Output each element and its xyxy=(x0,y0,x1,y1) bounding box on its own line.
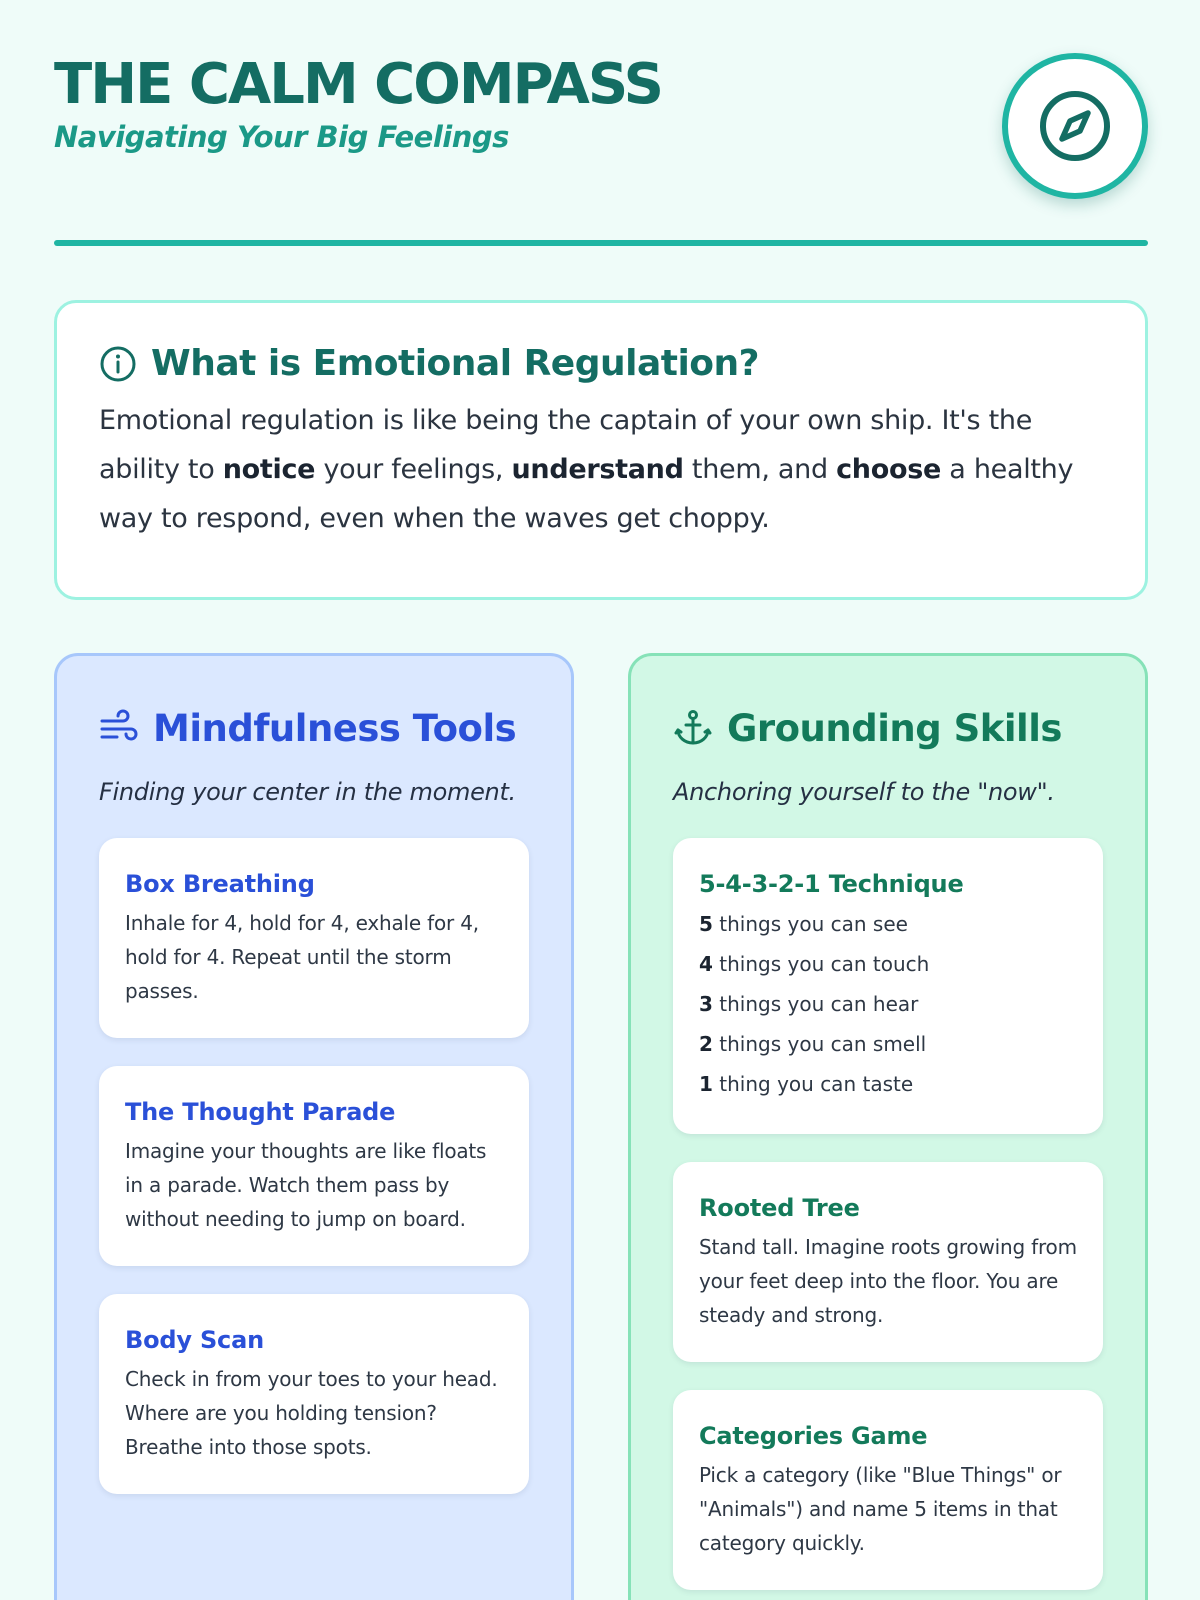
card-text: Check in from your toes to your head. Where are you holding tension? Breathe into those spots. xyxy=(125,1367,498,1459)
technique-card xyxy=(673,838,1103,1134)
intro-body: Emotional regulation is like being the captain of your own ship. It's the ability to notice your feelings, understand them, and choose a healthy way to respond, even when the waves get choppy. xyxy=(99,405,1074,534)
body-scan-card xyxy=(99,1294,529,1494)
header xyxy=(54,52,1148,202)
anchor-icon xyxy=(673,708,713,748)
compass-icon xyxy=(1035,86,1115,166)
emphasis-understand: understand xyxy=(511,454,684,485)
emphasis-notice: notice xyxy=(222,454,316,485)
page-title: THE CALM COMPASS xyxy=(54,52,662,117)
card-text: Pick a category (like "Blue Things" or "Animals") and name 5 items in that category quickly. xyxy=(699,1463,1062,1555)
compass-logo xyxy=(1002,53,1148,199)
mindfulness-subtitle: Finding your center in the moment. xyxy=(99,778,516,806)
intro-card xyxy=(54,300,1148,600)
categories-game-card xyxy=(673,1390,1103,1590)
card-title: Rooted Tree xyxy=(699,1194,860,1222)
grounding-title: Grounding Skills xyxy=(727,706,1062,750)
card-title: 5-4-3-2-1 Technique xyxy=(699,870,964,898)
list-item: 4 things you can touch xyxy=(699,952,930,976)
card-title: The Thought Parade xyxy=(125,1098,396,1126)
mindfulness-title: Mindfulness Tools xyxy=(153,706,517,750)
thought-parade-card xyxy=(99,1066,529,1266)
page-subtitle: Navigating Your Big Feelings xyxy=(54,120,509,154)
card-title: Body Scan xyxy=(125,1326,264,1354)
mindfulness-panel xyxy=(54,653,574,1600)
list-item: 5 things you can see xyxy=(699,912,908,936)
technique-steps xyxy=(699,904,1077,1104)
card-text: Inhale for 4, hold for 4, exhale for 4, hold for 4. Repeat until the storm passes. xyxy=(125,911,479,1003)
list-item: 2 things you can smell xyxy=(699,1032,927,1056)
rooted-tree-card xyxy=(673,1162,1103,1362)
emphasis-choose: choose xyxy=(836,454,942,485)
list-item: 3 things you can hear xyxy=(699,992,919,1016)
card-text: Imagine your thoughts are like floats in a parade. Watch them pass by without needing to jump on board. xyxy=(125,1139,487,1231)
intro-title: What is Emotional Regulation? xyxy=(151,343,760,384)
box-breathing-card xyxy=(99,838,529,1038)
wind-icon xyxy=(99,708,139,748)
card-title: Box Breathing xyxy=(125,870,315,898)
grounding-panel xyxy=(628,653,1148,1600)
info-icon xyxy=(99,345,137,383)
card-text: Stand tall. Imagine roots growing from your feet deep into the floor. You are steady and strong. xyxy=(699,1235,1077,1327)
list-item: 1 thing you can taste xyxy=(699,1072,914,1096)
header-divider xyxy=(54,240,1148,246)
grounding-subtitle: Anchoring yourself to the "now". xyxy=(673,778,1055,806)
card-title: Categories Game xyxy=(699,1422,928,1450)
